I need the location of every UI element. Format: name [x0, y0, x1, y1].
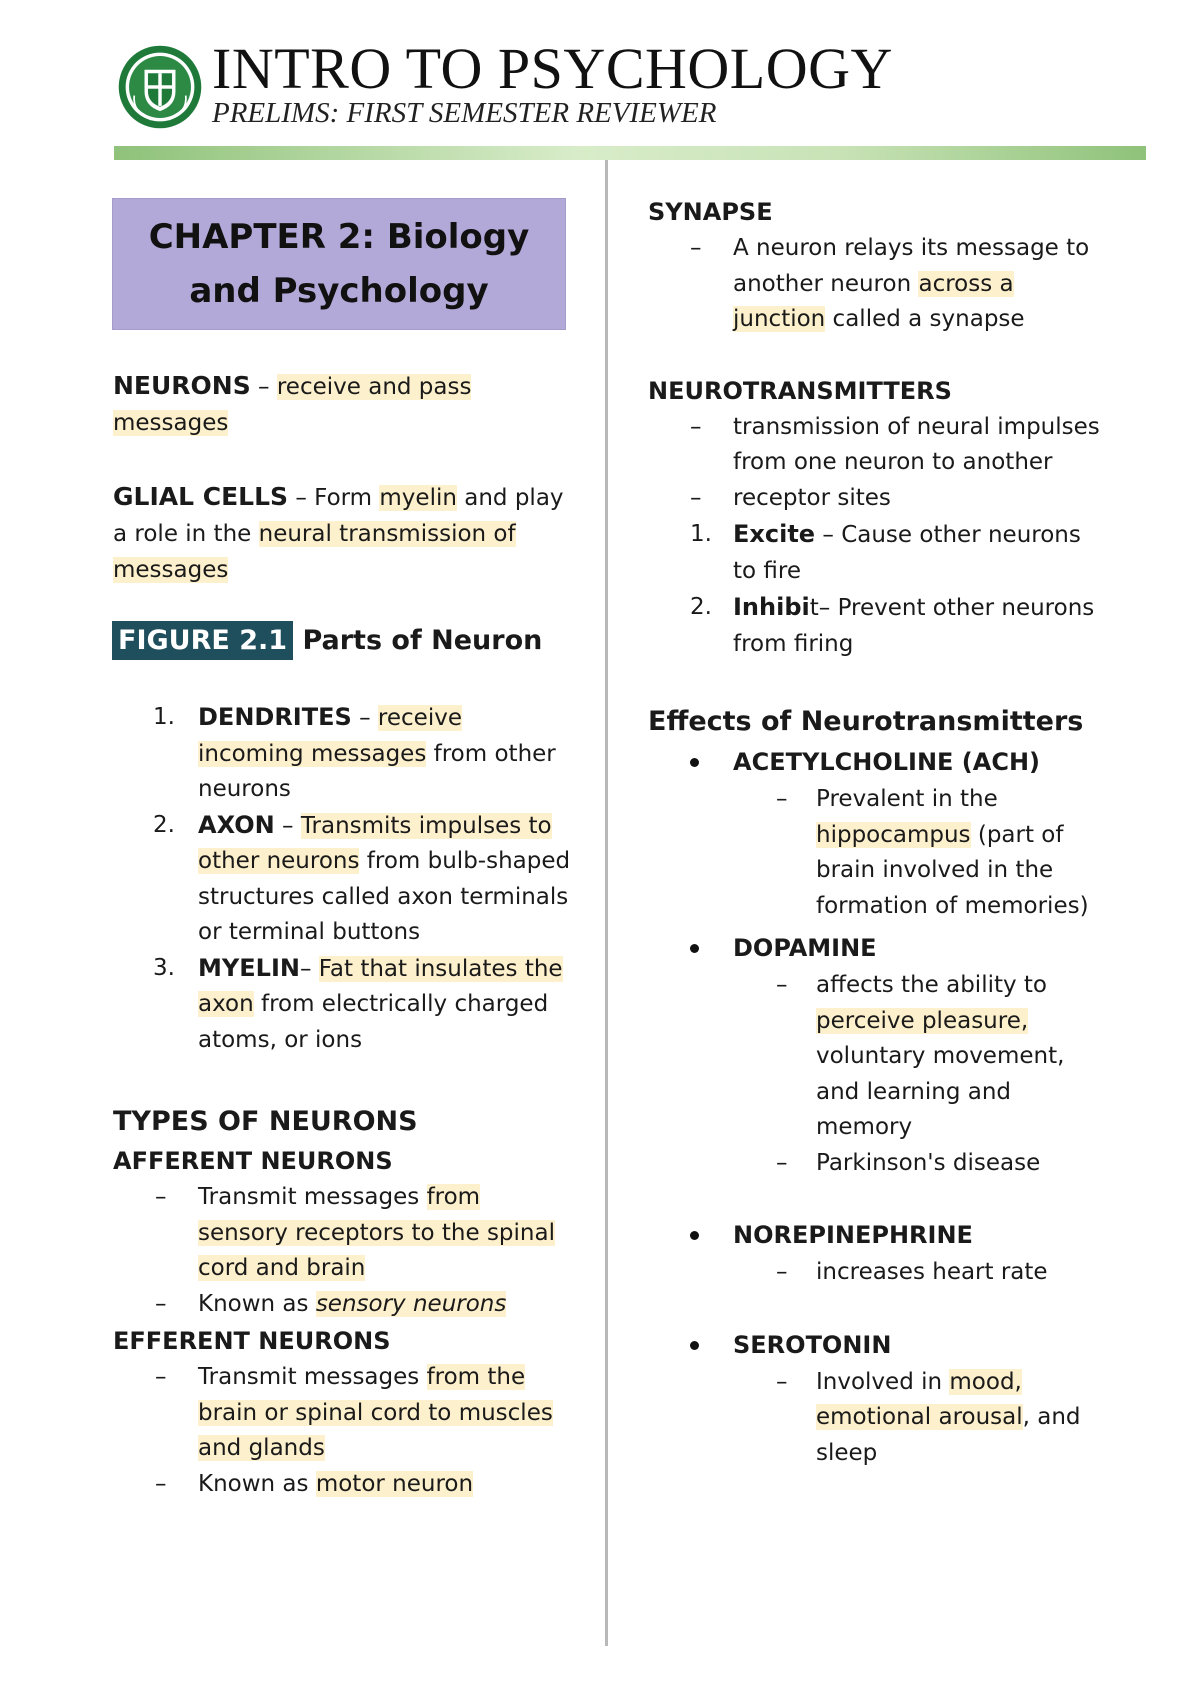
types-of-neurons-heading: TYPES OF NEURONS: [113, 1106, 418, 1137]
list-item: [113, 951, 573, 1059]
item-text: Transmit messages: [198, 1184, 427, 1210]
dash-marker: –: [776, 1368, 788, 1395]
effect-item-norepinephrine: [648, 1215, 1108, 1255]
list-item: [113, 700, 573, 808]
list-item: [648, 782, 1108, 924]
glial-cells-term: GLIAL CELLS: [113, 482, 289, 511]
item-text: Parkinson's disease: [816, 1149, 1041, 1176]
item-text: Transmit messages: [198, 1364, 427, 1390]
list-number: 2.: [690, 594, 712, 620]
part-term: MYELIN: [198, 953, 300, 982]
item-highlight: motor neuron: [315, 1470, 474, 1497]
list-number: 3.: [153, 954, 175, 981]
efferent-list: [113, 1360, 573, 1502]
item-text: A neuron relays its message to another neuron: [733, 235, 1090, 297]
neuron-parts-list: [113, 700, 573, 1058]
dash-marker: –: [690, 484, 702, 511]
effects-heading: Effects of Neurotransmitters: [648, 706, 1084, 737]
dash-marker: –: [155, 1290, 167, 1317]
dopamine-details: [648, 968, 1108, 1181]
synapse-heading: SYNAPSE: [648, 198, 773, 226]
list-item: [113, 808, 573, 951]
document-subtitle: PRELIMS: FIRST SEMESTER REVIEWER: [212, 97, 717, 129]
dash-marker: –: [776, 1149, 788, 1176]
dash-marker: –: [776, 786, 788, 812]
item-text: called a synapse: [825, 306, 1025, 332]
list-item: [648, 1255, 1108, 1291]
action-text: – Cause other neurons to fire: [733, 522, 1081, 584]
glial-text-2: and play a role in the: [113, 485, 564, 547]
item-text: Known as: [198, 1470, 316, 1497]
item-highlight: sensory neurons: [315, 1290, 507, 1317]
list-item: [648, 1146, 1108, 1182]
afferent-neurons-heading: AFFERENT NEURONS: [113, 1147, 393, 1175]
part-highlight: Transmits impulses to other neurons: [198, 812, 552, 874]
list-item: [113, 1287, 573, 1323]
figure-title: Parts of Neuron: [293, 625, 543, 656]
item-text: increases heart rate: [816, 1259, 1048, 1285]
item-highlight: hippocampus: [816, 821, 971, 848]
separator: –: [274, 812, 301, 839]
right-column: [648, 193, 1108, 1471]
dash-marker: –: [690, 235, 702, 261]
neurotransmitters-list: [648, 410, 1108, 517]
effect-item-dopamine: [648, 928, 1108, 968]
list-item: [648, 410, 1108, 481]
bullet-icon: [690, 1231, 699, 1240]
part-text: from bulb-shaped structures called axon terminals or terminal buttons: [198, 848, 571, 945]
acetylcholine-details: [648, 782, 1108, 924]
bullet-icon: [690, 944, 699, 953]
effect-name: SEROTONIN: [733, 1330, 892, 1359]
left-column: [113, 198, 573, 1502]
neurotransmitter-actions-list: [648, 516, 1108, 662]
item-text: transmission of neural impulses from one neuron to another: [733, 413, 1100, 475]
figure-caption: [113, 616, 573, 666]
list-number: 1.: [690, 521, 712, 547]
serotonin-details: [648, 1365, 1108, 1472]
item-highlight: from sensory receptors to the spinal cord and brain: [198, 1184, 555, 1281]
dash-marker: –: [690, 413, 702, 440]
list-number: 1.: [153, 704, 175, 730]
neurotransmitters-heading: NEUROTRANSMITTERS: [648, 376, 952, 405]
list-item: [648, 516, 1108, 589]
list-item: [113, 1360, 573, 1467]
item-text: , and sleep: [816, 1404, 1081, 1466]
effect-name: ACETYLCHOLINE (ACH): [733, 748, 1040, 776]
norepinephrine-details: [648, 1255, 1108, 1291]
glial-highlight-2: neural transmission of messages: [113, 521, 516, 583]
item-highlight: perceive pleasure,: [816, 1007, 1029, 1034]
neurons-highlight: receive and pass messages: [113, 374, 472, 436]
item-text: Involved in: [816, 1368, 950, 1395]
column-divider: [605, 160, 608, 1646]
part-highlight: Fat that insulates the axon: [198, 955, 563, 1017]
effect-name: NOREPINEPHRINE: [733, 1221, 973, 1249]
list-item: [648, 231, 1108, 338]
afferent-list: [113, 1180, 573, 1322]
effect-name: DOPAMINE: [733, 934, 877, 962]
separator: –: [299, 955, 319, 982]
dash-marker: –: [155, 1184, 167, 1210]
item-highlight: from the brain or spinal cord to muscles and glands: [198, 1364, 553, 1461]
efferent-neurons-heading: EFFERENT NEURONS: [113, 1327, 391, 1355]
list-item: [113, 1467, 573, 1503]
item-text: receptor sites: [733, 484, 891, 511]
part-term: DENDRITES: [198, 703, 352, 731]
list-item: [113, 1180, 573, 1287]
separator: –: [250, 374, 277, 400]
dash-marker: –: [155, 1364, 167, 1390]
list-item: [648, 481, 1108, 517]
dash-marker: –: [155, 1470, 167, 1497]
neurons-definition: [113, 368, 573, 441]
chapter-banner: [112, 198, 566, 330]
dash-marker: –: [776, 1259, 788, 1285]
item-text: Prevalent in the: [816, 786, 998, 812]
neurons-term: NEURONS: [113, 371, 251, 400]
list-number: 2.: [153, 811, 175, 838]
chapter-title: CHAPTER 2: Biology and Psychology: [148, 217, 530, 311]
action-term: Excite: [733, 520, 816, 548]
item-highlight: across a junction: [733, 270, 1014, 332]
dash-marker: –: [776, 972, 788, 998]
part-highlight: receive incoming messages: [198, 705, 462, 767]
item-text: Known as: [198, 1290, 316, 1317]
item-highlight: mood, emotional arousal: [816, 1368, 1023, 1430]
part-term: AXON: [198, 810, 275, 839]
bullet-icon: [690, 1341, 699, 1350]
part-text: from electrically charged atoms, or ions: [198, 991, 549, 1053]
item-text: voluntary movement, and learning and memory: [816, 1043, 1065, 1140]
header-divider: [114, 146, 1146, 160]
university-seal-icon: [117, 44, 203, 130]
bullet-icon: [690, 758, 699, 767]
separator: –: [351, 705, 378, 731]
synapse-list: [648, 231, 1108, 338]
item-text: (part of brain involved in the formation of memories): [816, 821, 1089, 919]
glial-highlight-1: myelin: [379, 485, 457, 511]
glial-text-1: – Form: [288, 485, 380, 511]
document-title: INTRO TO PSYCHOLOGY: [212, 36, 893, 101]
item-text: affects the ability to: [816, 972, 1047, 998]
list-item: [648, 589, 1108, 662]
action-text: t– Prevent other neurons from firing: [733, 595, 1095, 657]
figure-label: FIGURE 2.1: [112, 621, 293, 660]
effect-item-serotonin: [648, 1325, 1108, 1365]
part-text: from other neurons: [198, 740, 556, 802]
list-item: [648, 1365, 1108, 1472]
list-item: [648, 968, 1108, 1146]
effect-item-acetylcholine: [648, 742, 1108, 782]
action-term: Inhibi: [733, 593, 810, 621]
glial-cells-definition: [113, 479, 573, 588]
